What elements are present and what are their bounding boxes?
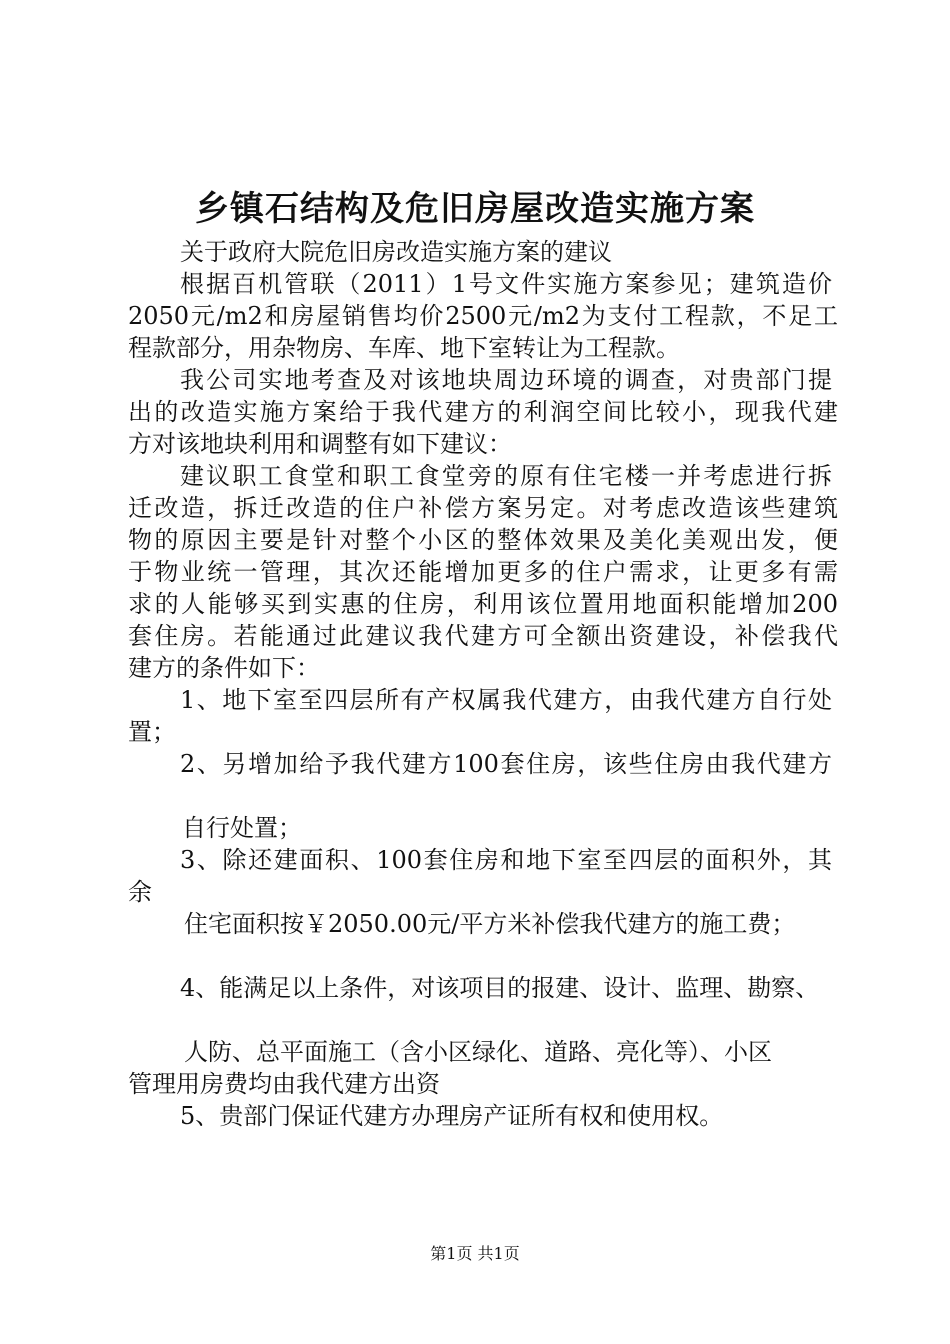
list-item-continuation: 管理用房费均由我代建方出资 <box>128 1070 440 1098</box>
paragraph-line: 于物业统一管理，其次还能增加更多的住户需求，让更多有需 <box>128 558 838 586</box>
paragraph-line: 迁改造，拆迁改造的住户补偿方案另定。对考虑改造该些建筑 <box>128 494 838 522</box>
paragraph-line: 程款部分，用杂物房、车库、地下室转让为工程款。 <box>128 334 680 362</box>
list-item-continuation: 人防、总平面施工（含小区绿化、道路、亮化等）、小区 <box>184 1038 772 1066</box>
paragraph-line: 2050元/m2和房屋销售均价2500元/m2为支付工程款，不足工 <box>128 302 838 330</box>
paragraph-line: 出的改造实施方案给于我代建方的利润空间比较小，现我代建 <box>128 398 838 426</box>
list-item-continuation: 自行处置； <box>182 814 302 842</box>
paragraph-line: 物的原因主要是针对整个小区的整体效果及美化美观出发，便 <box>128 526 838 554</box>
paragraph-line: 套住房。若能通过此建议我代建方可全额出资建设，补偿我代 <box>128 622 838 650</box>
list-item: 2、另增加给予我代建方100套住房，该些住房由我代建方 <box>180 750 832 778</box>
list-item: 1、地下室至四层所有产权属我代建方，由我代建方自行处 <box>180 686 832 714</box>
paragraph-line: 方对该地块利用和调整有如下建议： <box>128 430 512 458</box>
list-item: 4、能满足以上条件，对该项目的报建、设计、监理、勘察、 <box>180 974 820 1002</box>
list-item: 5、贵部门保证代建方办理房产证所有权和使用权。 <box>180 1102 724 1130</box>
list-item: 3、除还建面积、100套住房和地下室至四层的面积外，其 <box>180 846 832 874</box>
document-title: 乡镇石结构及危旧房屋改造实施方案 <box>195 189 755 229</box>
list-item-continuation: 置； <box>128 718 176 746</box>
paragraph-line: 建方的条件如下： <box>128 654 320 682</box>
list-item-continuation: 余 <box>128 878 152 906</box>
paragraph-line: 关于政府大院危旧房改造实施方案的建议 <box>180 238 612 266</box>
paragraph-line: 建议职工食堂和职工食堂旁的原有住宅楼一并考虑进行拆 <box>180 462 832 490</box>
page-number-footer: 第1页 共1页 <box>430 1244 520 1263</box>
paragraph-line: 根据百机管联（2011）1号文件实施方案参见；建筑造价 <box>180 270 832 298</box>
paragraph-line: 我公司实地考查及对该地块周边环境的调查，对贵部门提 <box>180 366 832 394</box>
paragraph-line: 求的人能够买到实惠的住房，利用该位置用地面积能增加200 <box>128 590 838 618</box>
list-item-continuation: 住宅面积按￥2050.00元/平方米补偿我代建方的施工费； <box>184 910 796 938</box>
